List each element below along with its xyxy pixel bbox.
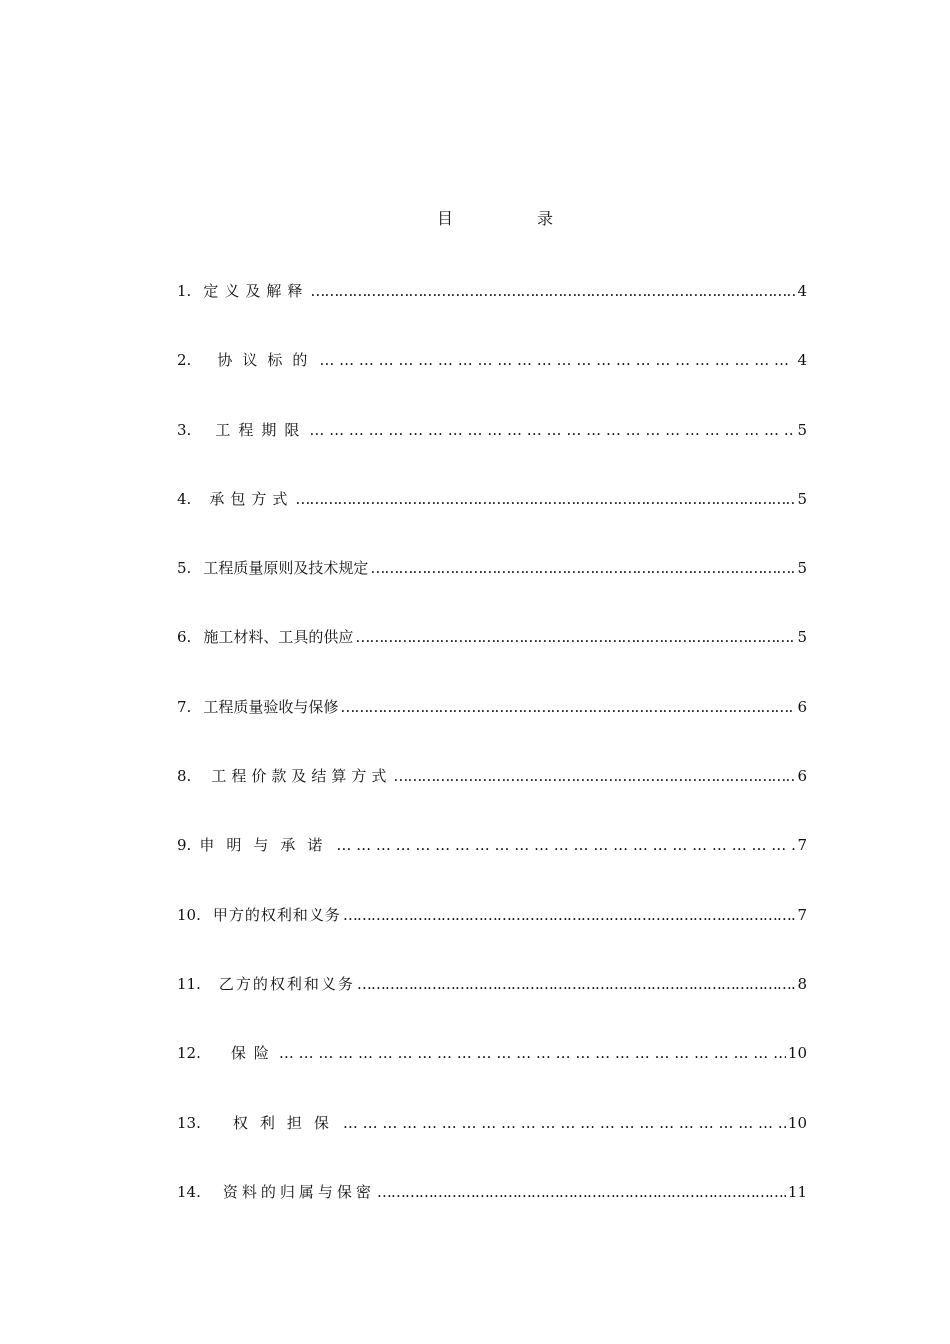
toc-entry-page: 10 <box>787 1044 807 1063</box>
toc-entry-label: 权利担保 <box>232 1113 341 1132</box>
toc-entry-page: 8 <box>797 974 807 993</box>
toc-entry-label: 乙方的权利和义务 <box>218 974 355 993</box>
toc-entry-page: 5 <box>797 489 807 508</box>
toc-entry-page: 6 <box>797 767 807 786</box>
toc-entry-label: 定义及解释 <box>203 282 309 300</box>
toc-entry-page: 11 <box>787 1182 807 1201</box>
toc-entry[interactable] <box>177 1042 807 1111</box>
toc-entry-label: 协议标的 <box>217 351 318 370</box>
dot-leader <box>377 1183 786 1201</box>
toc-entry-number: 11. <box>177 974 201 993</box>
toc-entry[interactable] <box>177 973 807 1042</box>
dot-leader <box>295 490 795 508</box>
dot-leader <box>279 1044 786 1062</box>
toc-entry[interactable] <box>177 280 807 349</box>
toc-entry-page: 4 <box>797 351 807 370</box>
toc-entry-number: 2. <box>177 351 192 370</box>
dot-leader <box>309 421 795 439</box>
toc-entry[interactable] <box>177 696 807 765</box>
dot-leader <box>357 975 796 993</box>
dot-leader <box>343 906 796 924</box>
toc-entry-label: 施工材料、工具的供应 <box>203 628 354 647</box>
toc-entry-number: 14. <box>177 1182 201 1201</box>
toc-entry-label: 申明与承诺 <box>199 836 335 855</box>
toc-entry-label: 资料的归属与保密 <box>222 1182 375 1201</box>
toc-entry-number: 13. <box>177 1113 201 1132</box>
toc-entry-page: 5 <box>797 628 807 647</box>
toc-entry[interactable] <box>177 1112 807 1181</box>
table-of-contents <box>177 280 807 1250</box>
toc-entry-label: 保险 <box>230 1044 277 1063</box>
toc-entry-number: 1. <box>177 282 192 300</box>
toc-entry-number: 9. <box>177 836 192 855</box>
dot-leader <box>355 628 795 646</box>
toc-entry-page: 4 <box>797 282 807 300</box>
toc-entry-page: 7 <box>797 905 807 924</box>
toc-entry-number: 12. <box>177 1044 201 1063</box>
toc-entry-page: 5 <box>797 420 807 439</box>
toc-entry-label: 承包方式 <box>209 489 294 508</box>
toc-entry-number: 7. <box>177 697 192 716</box>
dot-leader <box>340 698 795 716</box>
toc-entry-label: 工程质量原则及技术规定 <box>203 559 369 578</box>
dot-leader <box>310 282 795 300</box>
dot-leader <box>370 559 795 577</box>
toc-entry-number: 6. <box>177 628 192 647</box>
dot-leader <box>393 767 795 785</box>
toc-entry[interactable] <box>177 904 807 973</box>
toc-entry-number: 4. <box>177 489 192 508</box>
toc-title-char-1: 目 <box>436 209 453 228</box>
dot-leader <box>319 351 795 369</box>
toc-entry-number: 3. <box>177 420 192 439</box>
toc-entry-label: 甲方的权利和义务 <box>212 905 341 924</box>
toc-entry[interactable] <box>177 557 807 626</box>
dot-leader <box>343 1114 786 1132</box>
toc-entry-page: 7 <box>797 836 807 855</box>
toc-title <box>0 206 950 229</box>
toc-entry-page: 5 <box>797 559 807 578</box>
toc-entry-label: 工程期限 <box>215 420 308 439</box>
toc-entry-page: 10 <box>787 1113 807 1132</box>
toc-entry[interactable] <box>177 419 807 488</box>
toc-entry-number: 10. <box>177 905 201 924</box>
toc-entry[interactable] <box>177 488 807 557</box>
toc-title-char-2: 录 <box>537 209 554 228</box>
toc-entry-number: 5. <box>177 559 192 578</box>
toc-entry[interactable] <box>177 1181 807 1250</box>
toc-entry[interactable] <box>177 626 807 695</box>
toc-entry[interactable] <box>177 349 807 418</box>
toc-entry-page: 6 <box>797 697 807 716</box>
toc-entry[interactable] <box>177 834 807 903</box>
dot-leader <box>336 836 795 854</box>
toc-entry[interactable] <box>177 765 807 834</box>
toc-entry-label: 工程质量验收与保修 <box>203 697 339 716</box>
toc-entry-number: 8. <box>177 767 192 786</box>
toc-entry-label: 工程价款及结算方式 <box>211 767 392 786</box>
